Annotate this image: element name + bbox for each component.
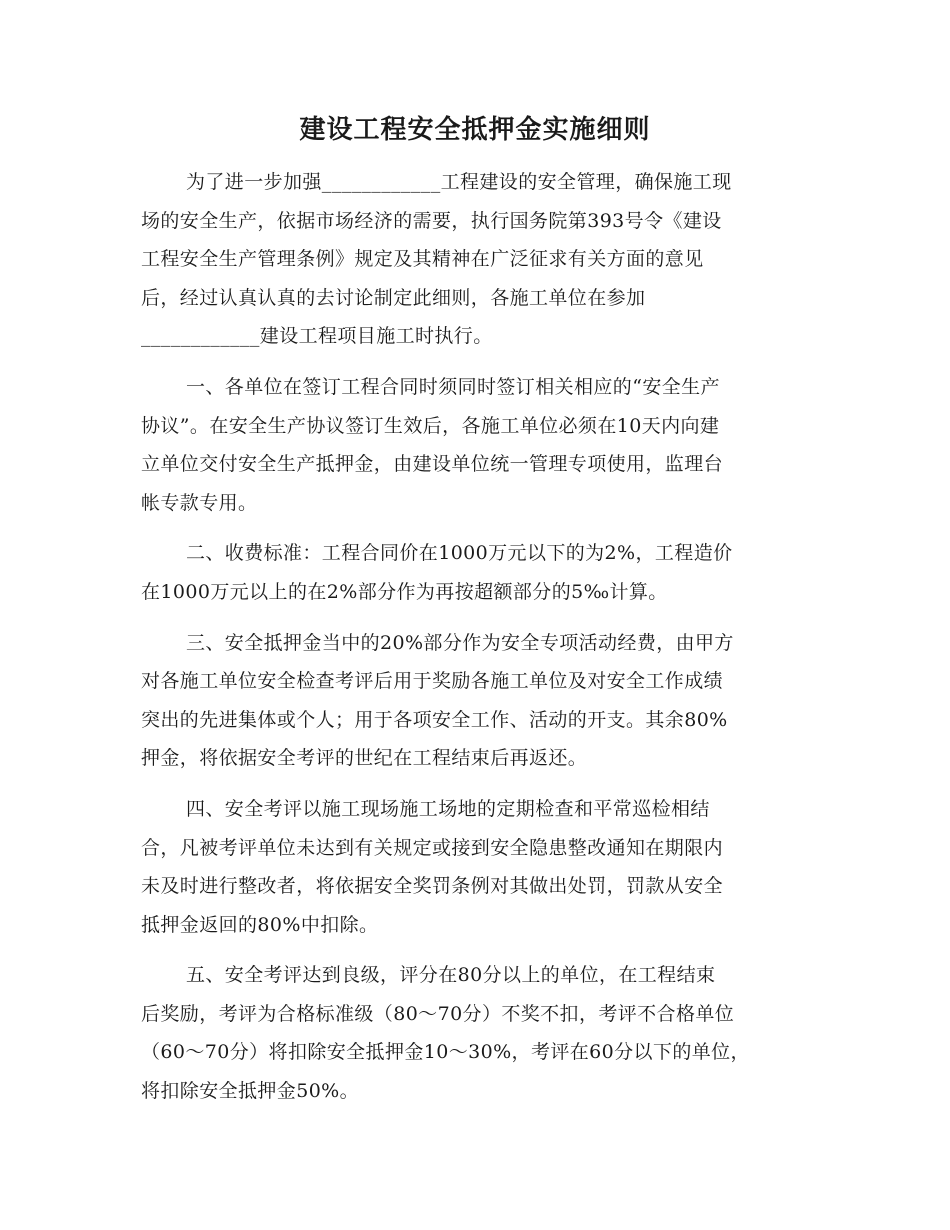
paragraph-line: 一、各单位在签订工程合同时须同时签订相关相应的“安全生产 <box>186 375 720 398</box>
paragraph-intro <box>141 163 811 356</box>
paragraph-line: 在1000万元以上的在2%部分作为再按超额部分的5‰计算。 <box>141 580 668 603</box>
paragraph-line: （60～70分）将扣除安全抵押金10～30%，考评在60分以下的单位， <box>141 1041 750 1064</box>
paragraph-line: 抵押金返回的80%中扣除。 <box>141 913 379 936</box>
paragraph-line: 四、安全考评以施工现场施工场地的定期检查和平常巡检相结 <box>186 797 710 820</box>
document-body <box>141 163 811 1111</box>
paragraph-clause-4 <box>141 790 811 944</box>
paragraph-line: 场的安全生产，依据市场经济的需要，执行国务院第393号令《建设 <box>141 209 722 232</box>
paragraph-line: 三、安全抵押金当中的20%部分作为安全专项活动经费，由甲方 <box>186 631 734 654</box>
paragraph-clause-3 <box>141 624 811 778</box>
paragraph-line: 五、安全考评达到良级，评分在80分以上的单位，在工程结束 <box>186 964 716 987</box>
paragraph-line: 工程安全生产管理条例》规定及其精神在广泛征求有关方面的意见 <box>141 248 704 271</box>
paragraph-clause-1 <box>141 368 811 522</box>
document-title: 建设工程安全抵押金实施细则 <box>299 115 651 145</box>
paragraph-line: 后，经过认真认真的去讨论制定此细则，各施工单位在参加 <box>141 286 646 309</box>
paragraph-line: 二、收费标准：工程合同价在1000万元以下的为2%，工程造价 <box>186 542 733 565</box>
paragraph-line: 突出的先进集体或个人；用于各项安全工作、活动的开支。其余80% <box>141 708 728 731</box>
paragraph-line: 为了进一步加强____________工程建设的安全管理，确保施工现 <box>186 171 732 193</box>
paragraph-line: 后奖励，考评为合格标准级（80～70分）不奖不扣，考评不合格单位 <box>141 1002 735 1025</box>
paragraph-line: 对各施工单位安全检查考评后用于奖励各施工单位及对安全工作成绩 <box>141 670 724 693</box>
paragraph-line: 立单位交付安全生产抵押金，由建设单位统一管理专项使用，监理台 <box>141 453 724 476</box>
paragraph-line: 未及时进行整改者，将依据安全奖罚条例对其做出处罚，罚款从安全 <box>141 875 724 898</box>
paragraph-line: 协议”。在安全生产协议签订生效后，各施工单位必须在10天内向建 <box>141 414 720 437</box>
paragraph-line: 帐专款专用。 <box>141 491 258 514</box>
paragraph-line: 押金，将依据安全考评的世纪在工程结束后再返还。 <box>141 747 588 770</box>
paragraph-line: ____________建设工程项目施工时执行。 <box>141 325 493 348</box>
paragraph-clause-2 <box>141 534 811 611</box>
paragraph-clause-5 <box>141 956 811 1110</box>
paragraph-line: 将扣除安全抵押金50%。 <box>141 1080 360 1103</box>
paragraph-line: 合，凡被考评单位未达到有关规定或接到安全隐患整改通知在期限内 <box>141 836 724 859</box>
